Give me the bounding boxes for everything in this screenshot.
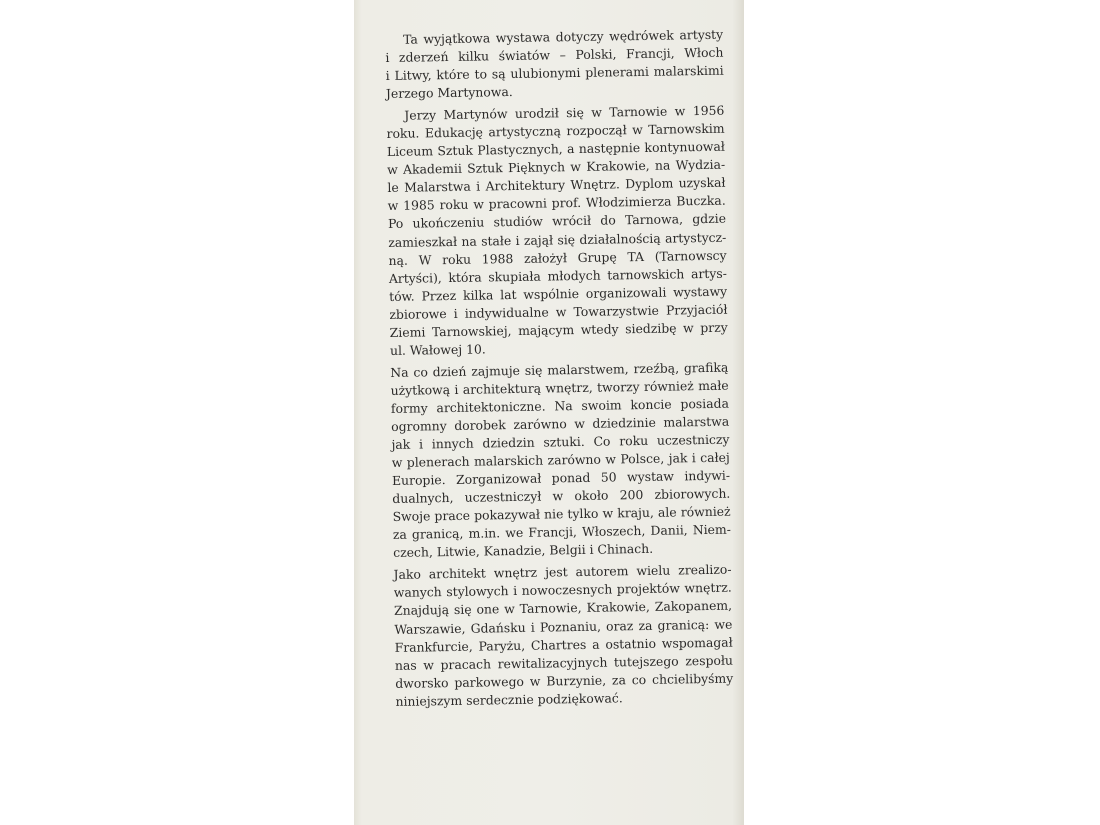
paragraph-1: [385, 26, 724, 103]
leaflet-text-body: [385, 26, 734, 715]
text-line: Europie. Zorganizował ponad 50 wystaw indywi-: [391, 467, 731, 489]
text-line: nas w pracach rewitalizacyjnych tutejszego zespołu: [394, 652, 734, 673]
text-line: Na co dzień zajmuje się malarstwem, rzeźbą, grafiką: [390, 359, 729, 380]
text-line: Jako architekt wnętrz jest autorem wielu zrealizo-: [393, 561, 732, 583]
text-line: Liceum Sztuk Plastycznych, a następnie kontynuował: [386, 138, 725, 160]
text-line: zbiorowe i indywidualne w Towarzystwie Przyjaciół: [389, 301, 728, 322]
text-line: ogromny dorobek zarówno w dziedzinie malarstwa: [391, 413, 730, 434]
text-line: ul. Wałowej 10.: [389, 341, 486, 358]
text-line: Frankfurcie, Paryżu, Chartres a ostatnio wspomagał: [394, 634, 733, 655]
text-line: w plenerach malarskich zarówno w Polsce, jak i całej: [391, 449, 730, 471]
text-line: w 1985 roku w pracowni prof. Włodzimierza Buczka.: [387, 193, 726, 214]
text-line: le Malarstwa i Architektury Wnętrz. Dyplom uzyskał: [387, 175, 726, 196]
text-line: formy architektoniczne. Na swoim koncie posiada: [390, 395, 730, 416]
text-line: Warszawie, Gdańsku i Poznaniu, oraz za granicą: we: [394, 616, 733, 637]
text-line: tów. Przez kilka lat wspólnie organizowali wystawy: [389, 283, 728, 304]
printed-leaflet: [354, 0, 744, 825]
text-line: i Litwy, które to są ulubionymi plenerami malarskimi: [385, 62, 724, 84]
text-line: ną. W roku 1988 założył Grupę TA (Tarnowscy: [388, 247, 727, 268]
text-line: zamieszkał na stałe i zajął się działalnością artystycz-: [388, 229, 727, 250]
text-line: wanych stylowych i nowoczesnych projektów wnętrz.: [393, 580, 732, 601]
text-line: Artyści), która skupiała młodych tarnowskich artys-: [388, 265, 727, 286]
text-line: i zderzeń kilku światów – Polski, Francji, Włoch: [385, 44, 724, 66]
paragraph-2: [386, 102, 728, 360]
text-line: dualnych, uczestniczył w około 200 zbiorowych.: [392, 485, 731, 507]
text-line: Jerzego Martynowa.: [385, 84, 513, 102]
text-line: Ta wyjątkowa wystawa dotyczy wędrówek artysty: [403, 26, 724, 47]
text-line: niniejszym serdecznie podziękować.: [395, 690, 623, 709]
text-line: Znajdują się one w Tarnowie, Krakowie, Zakopanem,: [393, 598, 733, 619]
text-line: dworsko parkowego w Burzynie, za co chcielibyśmy: [395, 670, 734, 691]
text-line: Jerzy Martynów urodził się w Tarnowie w 1956: [404, 102, 725, 123]
paragraph-4: [393, 561, 733, 711]
text-line: w Akademii Sztuk Pięknych w Krakowie, na Wydzia-: [387, 157, 726, 178]
paragraph-3: [390, 358, 731, 562]
text-line: jak i innych dziedzin sztuki. Co roku uczestniczy: [391, 431, 730, 452]
text-line: czech, Litwie, Kanadzie, Belgii i Chinach.: [393, 541, 654, 561]
text-line: za granicą, m.in. we Francji, Włoszech, Danii, Niem-: [392, 521, 731, 543]
text-line: roku. Edukację artystyczną rozpoczął w Tarnowskim: [386, 120, 725, 142]
text-line: Swoje prace pokazywał nie tylko w kraju, ale również: [392, 503, 731, 525]
text-line: użytkową i architekturą wnętrz, tworzy również małe: [390, 377, 729, 398]
text-line: Po ukończeniu studiów wrócił do Tarnowa, gdzie: [387, 211, 727, 232]
text-line: Ziemi Tarnowskiej, mającym wtedy siedzibę w przy: [389, 319, 728, 340]
